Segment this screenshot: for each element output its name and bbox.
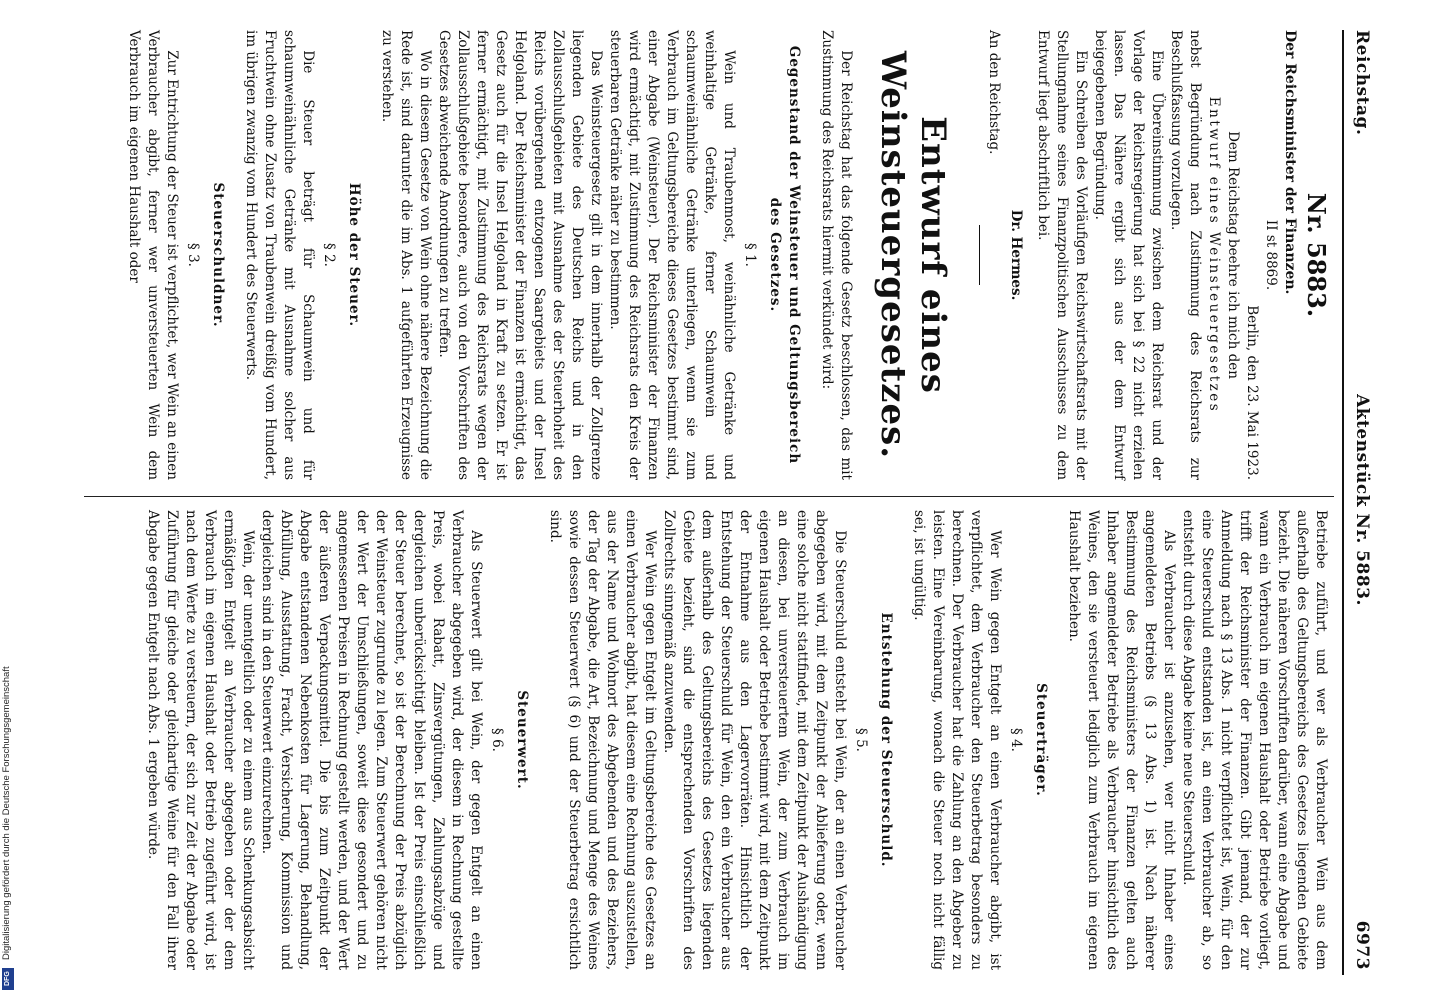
salutation: Dem Reichstag beehre ich mich den (1225, 131, 1241, 379)
signature: Dr. Hermes. (1008, 209, 1024, 301)
header-rule (1342, 30, 1344, 975)
dfg-logo-icon: DFG (2, 968, 14, 990)
section-paragraph: Wer Wein gegen Entgelt an einen Verbraucher abgibt, ist verpflichtet, dem Verbraucher den Steuerbetrag besonders zu berechnen. Der Verbraucher hat die Zahlung an den Abgeber zu leisten. Eine Vereinbarung, wonach die Steuer noch nicht fällig sei, ist ungültig. (911, 510, 1003, 970)
continuation-paragraph: Als Verbraucher ist anzusehen, wer nicht Inhaber eines angemeldeten Betriebs (§ 13 Abs. 1) ist. Nach näherer Bestimmung des Reichsministers der Finanzen gelten auch Inhaber angemeldeter Betriebe als Verbraucher hinsichtlich des Weines, den sie versteuert lediglich zum Verbrauch im eigenen Haushalt beziehen. (1066, 510, 1177, 970)
digitization-credit-text: Digitalisierung gefördert durch die Deutsche Forschungsgemeinschaft (1, 666, 12, 960)
section-paragraph: Wo in diesem Gesetze von Wein ohne nähere Bezeichnung die Rede ist, sind darunter die im Abs. 1 aufgeführten Erzeugnisse zu verstehen. (379, 30, 433, 480)
section-paragraph: Die Steuer beträgt für Schaumwein und für schaumweinähnliche Getränke mit Ausnahme solcher aus Fruchtwein ohne Zusatz von Traubenwein dreißig vom Hundert, im übrigen zwanzig vom Hundert des Steuerwerts. (243, 30, 316, 480)
section-paragraph: Wein, der unentgeltlich oder zu einem aus Schenkungsabsicht ermäßigten Entgelt an Verbraucher abgegeben oder der dem Verbrauch im eigenen Haushalt oder Betrieb zugeführt wird, ist nach dem Werte zu versteuern, der sich zur Zeit der Abgabe oder Zuführung für gleiche oder gleichartige Weine für den Fall ihrer Abgabe gegen Entgelt nach Abs. 1 ergeben würde. (145, 510, 256, 970)
section-heading: Steuerschuldner. (210, 182, 226, 328)
section-heading: Steuerträger. (1033, 683, 1049, 797)
addressee: An den Reichstag. (986, 30, 1002, 155)
section-heading: Steuerwert. (514, 690, 530, 790)
paragraph-mark: § 3. (185, 243, 201, 267)
paragraph-mark: § 1. (742, 243, 758, 267)
paragraph-mark: § 4. (1008, 728, 1024, 752)
intro-paragraph: Ein Schreiben des Vorläufigen Reichswirtschaftsrats mit der Stellungnahme seines Finanzpolitischen Ausschusses zu dem Entwurf liegt abschriftlich bei. (1035, 30, 1089, 480)
place-date: Berlin, den 23. Mai 1923. (1244, 305, 1260, 480)
section-heading: Entstehung der Steuerschuld. (878, 612, 894, 868)
section-paragraph: Wer Wein gegen Entgelt im Geltungsbereiche des Gesetzes an einen Verbraucher abgibt, hat diesem eine Rechnung auszustellen, aus der Name und Wohnort des Abgebenden und des Beziehers, der Tag der Abgabe, die Art, Bezeichnung und Menge des Weines sowie dessen Steuerwert (§ 6) und der Steuerbetrag ersichtlich sind. (547, 510, 658, 970)
section-paragraph: Als Steuerwert gilt bei Wein, der gegen Entgelt an einen Verbraucher abgegeben wird, der diesem in Rechnung gestellte Preis, wobei Rabatt, Zinsvergütungen, Zahlungsabzüge und dergleichen unberücksichtigt bleiben. Ist der Preis einschließlich der Steuer berechnet, so ist der Berechnung der Preis abzüglich der Weinsteuer zugrunde zu legen. Zum Steuerwert gehören nicht der Wert der Umschließungen, soweit diese gesondert und zu angemessenen Preisen in Rechnung gestellt werden, und der Wert der äußeren Verpackungsmittel. Die bis zum Zeitpunkt der Abgabe entstandenen Nebenkosten für Lagerung, Behandlung, Abfüllung, Ausstattung, Fracht, Versicherung, Kommission und dergleichen sind in den Steuerwert einzurechnen. (259, 510, 484, 970)
section-paragraph: Wein und Traubenmost, weinähnliche Getränke und weinhaltige Getränke, ferner Schaumwein und schaumweinähnliche Getränke unterliegen, wenn sie zum Verbrauch im Geltungsbereiche dieses Gesetzes bestimmt sind, einer Abgabe (Weinsteuer). Der Reichsminister der Finanzen wird ermächtigt, mit Zustimmung des Reichsrats den Kreis der steuerbaren Getränke näher zu bestimmen. (607, 30, 737, 480)
enactment-formula: Der Reichstag hat das folgende Gesetz beschlossen, das mit Zustimmung des Reichsrats hiermit verkündet wird: (819, 30, 854, 480)
paragraph-mark: § 2. (321, 243, 337, 267)
header-left: Reichstag. (1352, 30, 1372, 136)
separator-rule (979, 225, 980, 285)
digitization-credit (2, 100, 14, 1000)
intro-paragraph: nebst Begründung nach Zustimmung des Reichsrats zur Beschlußfassung vorzulegen. (1168, 30, 1203, 480)
left-column (124, 30, 1330, 480)
column-divider (84, 496, 1334, 497)
section-paragraph: Das Weinsteuergesetz gilt in dem innerhalb der Zollgrenze liegenden Gebiete des Deutschen Reichs und in den Zollausschlußgebieten mit Ausnahme des der Steuerhoheit des Reichs vorübergehend entzogenen Saargebiets und der Insel Helgoland. Der Reichsminister der Finanzen ist ermächtigt, das Gesetz auch für die Insel Helgoland in Kraft zu setzen. Er ist ferner ermächtigt, mit Zustimmung des Reichsrats wegen der Zollausschlußgebiete besondere, auch von den Vorschriften des Gesetzes abweichende Anordnungen zu treffen. (436, 30, 604, 480)
section-paragraph: Zur Entrichtung der Steuer ist verpflichtet, wer Wein an einen Verbraucher abgibt, ferner wer unversteuerten Wein dem Verbrauch im eigenen Haushalt oder (126, 30, 180, 480)
page-number: 6973 (1352, 920, 1372, 970)
right-column (143, 510, 1330, 970)
continuation-paragraph: Betriebe zuführt, und wer als Verbraucher Wein aus dem außerhalb des Geltungsbereichs des Gesetzes liegenden Gebiete bezieht. Die näheren Vorschriften darüber, wann eine Abgabe und wann ein Verbrauch im eigenen Haushalt oder Betriebe vorliegt, trifft der Reichsminister der Finanzen. Gibt jemand, der zur Anmeldung nach § 13 Abs. 1 nicht verpflichtet ist, Wein, für den eine Steuerschuld entstanden ist, an einen Verbraucher ab, so entsteht durch diese Abgabe keine neue Steuerschuld. (1180, 510, 1329, 970)
draft-title: Entwurf eines Weinsteuergesetzes (1206, 96, 1222, 414)
document-number: Nr. 5883. (1302, 192, 1331, 318)
section-paragraph: Die Steuerschuld entsteht bei Wein, der an einen Verbraucher abgegeben wird, mit dem Zeitpunkt der Ablieferung oder, wenn eine solche nicht stattfindet, mit dem Zeitpunkt der Aushändigung an diesen, bei unversteuertem Wein, der zum Verbrauch im eigenen Haushalt oder Betriebe bestimmt wird, mit dem Zeitpunkt der Entnahme aus den Lagervorräten. Hinsichtlich der Entstehung der Steuerschuld für Wein, den ein Verbraucher aus dem außerhalb des Geltungsbereichs des Gesetzes liegenden Gebiete bezieht, sind die entsprechenden Vorschriften des Zollrechts sinngemäß anzuwenden. (661, 510, 848, 970)
reference-number: II st 8869. (1263, 219, 1279, 291)
paragraph-mark: § 5. (853, 728, 869, 752)
intro-paragraph: Eine Übereinstimmung zwischen dem Reichsrat und der Vorlage der Reichsregierung hat sich bei § 22 nicht erzielen lassen. Das Nähere ergibt sich aus der dem Entwurf beigegebenen Begründung. (1092, 30, 1165, 480)
section-heading: Gegenstand der Weinsteuer und Geltungsbereich des Gesetzes. (767, 45, 802, 465)
paragraph-mark: § 6. (489, 728, 505, 752)
ministry-name: Der Reichsminister der Finanzen. (1282, 30, 1298, 295)
page-header (1346, 30, 1372, 970)
document-title: Entwurf eines Weinsteuergesetzes. (873, 50, 953, 460)
header-center: Aktenstück Nr. 5883. (1352, 394, 1372, 606)
section-heading: Höhe der Steuer. (346, 182, 362, 328)
